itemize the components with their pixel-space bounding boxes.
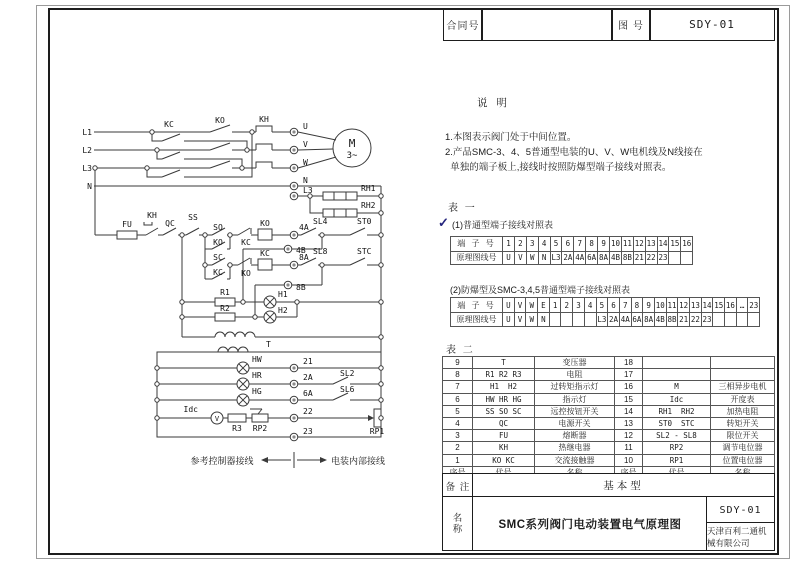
table-cell: 变压器 xyxy=(535,357,615,369)
table-cell: 4B xyxy=(655,312,667,327)
table-cell: 15 xyxy=(713,298,725,313)
table-cell: 14 xyxy=(658,237,670,252)
table-cell: QC xyxy=(473,418,535,430)
table-cell: 21 xyxy=(634,251,646,266)
table-cell: E xyxy=(538,298,550,313)
circuit-label: ST0 xyxy=(357,217,372,226)
table-cell: 6 xyxy=(608,298,620,313)
table-cell: 16 xyxy=(725,298,737,313)
drawing-no-label: 图 号 xyxy=(611,8,651,41)
table-cell: 13 xyxy=(615,418,643,430)
terminal-center xyxy=(292,184,295,187)
circuit-label: SS xyxy=(188,213,198,222)
table-cell: 13 xyxy=(646,237,658,252)
table1-sub2-title: (2)防爆型及SMC-3,4,5普通型端子接线对照表 xyxy=(450,285,631,295)
wire-row-header: 原理图线号 xyxy=(451,312,503,327)
table-cell: 23 xyxy=(658,251,670,266)
table-cell: 7 xyxy=(620,298,632,313)
remark-value: 基本型 xyxy=(472,473,775,498)
table-cell: 9 xyxy=(598,237,610,252)
terminal-row-header: 端 子 号 xyxy=(451,237,503,252)
circuit-label: KO xyxy=(241,269,251,278)
table-cell: L3 xyxy=(597,312,609,327)
terminal-center xyxy=(292,382,295,385)
table-cell: SL2 - SL8 xyxy=(643,430,711,442)
table-cell: 14 xyxy=(702,298,714,313)
terminal-center xyxy=(292,416,295,419)
terminal-center xyxy=(292,398,295,401)
table-cell: 位置电位器 xyxy=(711,455,775,467)
table-cell: 9 xyxy=(443,357,473,369)
table-cell: 16 xyxy=(681,237,693,252)
table-cell: 1 xyxy=(503,237,515,252)
circuit-label: 4A xyxy=(299,223,309,232)
table-cell: 14 xyxy=(615,406,643,418)
table-cell: 4 xyxy=(443,418,473,430)
table-cell: 7 xyxy=(443,381,473,393)
table-cell: 3 xyxy=(573,298,585,313)
table-cell: 转矩开关 xyxy=(711,418,775,430)
circuit-label: KH xyxy=(147,211,157,220)
company-name: 天津百利二通机械有限公司 xyxy=(706,522,775,551)
table-cell xyxy=(561,312,573,327)
table-cell: 10 xyxy=(610,237,622,252)
circuit-label: QC xyxy=(165,219,175,228)
table-cell: U xyxy=(503,298,515,313)
remark-label: 备 注 xyxy=(442,473,474,498)
table-cell: HW HR HG xyxy=(473,394,535,406)
component-table xyxy=(442,356,775,479)
terminal-row-header: 端 子 号 xyxy=(451,298,503,313)
table-cell: 熔断器 xyxy=(535,430,615,442)
circuit-label: HW xyxy=(252,355,262,364)
wire-row-header: 原理图线号 xyxy=(451,251,503,266)
note-line-3: 单独的端子板上,接线时按照防爆型端子接线对照表。 xyxy=(445,162,672,173)
table-cell: 22 xyxy=(690,312,702,327)
table-cell: V xyxy=(515,251,527,266)
table-cell: 2 xyxy=(443,442,473,454)
terminal-center xyxy=(292,130,295,133)
circuit-label: KC xyxy=(213,268,223,277)
table-cell: … xyxy=(737,298,749,313)
table-cell: 三相异步电机 xyxy=(711,381,775,393)
table-cell: 6A xyxy=(632,312,644,327)
table-cell: 3 xyxy=(443,430,473,442)
table-cell xyxy=(643,369,711,381)
table-cell: 限位开关 xyxy=(711,430,775,442)
table-cell: 4B xyxy=(610,251,622,266)
table-cell: 8B xyxy=(622,251,634,266)
terminal-center xyxy=(292,233,295,236)
circuit-label: V xyxy=(303,140,308,149)
table-cell: 10 xyxy=(655,298,667,313)
circuit-label: M xyxy=(348,137,356,150)
table-cell: SS SO SC xyxy=(473,406,535,418)
circuit-label: R1 xyxy=(220,288,230,297)
circuit-label: KC xyxy=(164,120,174,129)
note-line-1: 1.本图表示阀门处于中间位置。 xyxy=(445,132,577,143)
table-cell: M xyxy=(643,381,711,393)
circuit-label: SL2 xyxy=(340,369,355,378)
table1-sub2-wire-row xyxy=(450,312,760,327)
circuit-label: SL8 xyxy=(313,247,328,256)
circuit-label: 21 xyxy=(303,357,313,366)
circuit-label: V xyxy=(214,415,220,423)
circuit-label: L1 xyxy=(82,128,92,137)
circuit-label: STC xyxy=(357,247,372,256)
circuit-label: SL4 xyxy=(313,217,328,226)
table-cell: 10 xyxy=(615,455,643,467)
table-cell: 12 xyxy=(678,298,690,313)
terminal-center xyxy=(286,283,289,286)
table-cell xyxy=(573,312,585,327)
table-cell: 8A xyxy=(598,251,610,266)
table2-title: 表 二 xyxy=(446,345,475,356)
table-cell: 15 xyxy=(669,237,681,252)
table-cell: V xyxy=(515,298,527,313)
table-cell: 5 xyxy=(597,298,609,313)
circuit-label: RP2 xyxy=(252,424,268,433)
table-cell: 6A xyxy=(586,251,598,266)
table-cell: 电源开关 xyxy=(535,418,615,430)
terminal-center xyxy=(292,194,295,197)
table-cell: W xyxy=(526,312,538,327)
circuit-label: 4B xyxy=(296,246,306,255)
table-cell xyxy=(550,312,562,327)
circuit-label: KO xyxy=(213,238,223,247)
table-cell: R1 R2 R3 xyxy=(473,369,535,381)
drawing-no-value: SDY-01 xyxy=(649,8,775,41)
table-cell: ST0 STC xyxy=(643,418,711,430)
table-cell: KH xyxy=(473,442,535,454)
table-cell: 15 xyxy=(615,394,643,406)
table-cell xyxy=(713,312,725,327)
circuit-label: KO xyxy=(260,219,270,228)
circuit-label: FU xyxy=(122,220,132,229)
table-cell: 8 xyxy=(443,369,473,381)
circuit-label: L2 xyxy=(82,146,92,155)
circuit-label: KH xyxy=(259,115,269,124)
table-cell: KO KC xyxy=(473,455,535,467)
circuit-label: W xyxy=(303,158,308,167)
table-cell: RH1 RH2 xyxy=(643,406,711,418)
table1-sub1-terminal-row xyxy=(450,236,693,252)
table-cell: 电阻 xyxy=(535,369,615,381)
circuit-label: HR xyxy=(252,371,262,380)
table-cell: 11 xyxy=(615,442,643,454)
table1-title: 表 一 xyxy=(448,203,477,214)
terminal-center xyxy=(292,166,295,169)
table-cell: U xyxy=(503,251,515,266)
circuit-label: U xyxy=(303,122,308,131)
terminal-center xyxy=(292,148,295,151)
drawing-name: SMC系列阀门电动装置电气原理图 xyxy=(472,496,708,551)
table-cell: W xyxy=(527,251,539,266)
circuit-label: 23 xyxy=(303,427,313,436)
table-cell: 加热电阻 xyxy=(711,406,775,418)
circuit-labels xyxy=(82,115,384,436)
legend-left: 参考控制器接线 xyxy=(190,456,254,466)
table1-sub1-title: (1)普通型端子接线对照表 xyxy=(452,220,554,230)
table-cell: 16 xyxy=(615,381,643,393)
table-cell: 8B xyxy=(667,312,679,327)
table1-sub1-wire-row xyxy=(450,251,693,266)
terminal-center xyxy=(292,435,295,438)
table-cell: RP2 xyxy=(643,442,711,454)
table-cell: 交流接触器 xyxy=(535,455,615,467)
table-cell: 1 xyxy=(443,455,473,467)
terminal-center xyxy=(286,247,289,250)
circuit-label: HG xyxy=(252,387,262,396)
table-cell xyxy=(711,357,775,369)
legend-right: 电装内部接线 xyxy=(330,456,386,466)
table-cell: 4 xyxy=(539,237,551,252)
circuit-label: KO xyxy=(215,116,225,125)
circuit-label: KC xyxy=(260,249,270,258)
table-cell: L3 xyxy=(551,251,563,266)
circuit-label: KC xyxy=(241,238,251,247)
circuit-label: N xyxy=(87,182,92,191)
table-cell: 8 xyxy=(586,237,598,252)
table-cell: 18 xyxy=(615,357,643,369)
circuit-wires xyxy=(94,125,381,468)
title-drawing-no: SDY-01 xyxy=(706,496,775,524)
check-mark: ✓ xyxy=(438,215,449,230)
table-cell: 2A xyxy=(562,251,574,266)
table-cell: Idc xyxy=(643,394,711,406)
circuit-label: T xyxy=(266,340,271,349)
table-cell xyxy=(643,357,711,369)
circuit-label: 22 xyxy=(303,407,313,416)
table1-sub2-terminal-row xyxy=(450,297,760,313)
table-cell: 23 xyxy=(748,298,760,313)
table-cell: 12 xyxy=(634,237,646,252)
circuit-label: H1 xyxy=(278,290,288,299)
table-cell: 4A xyxy=(620,312,632,327)
contract-no-value xyxy=(481,8,613,41)
table-cell xyxy=(737,312,749,327)
table-cell: 12 xyxy=(615,430,643,442)
table-cell: 4A xyxy=(574,251,586,266)
notes-title: 说 明 xyxy=(477,97,510,109)
table-cell: 4 xyxy=(585,298,597,313)
circuit-label: R2 xyxy=(220,304,230,313)
circuit-label: L3 xyxy=(303,186,313,195)
name-label: 名 称 xyxy=(442,496,474,551)
table-cell: 3 xyxy=(527,237,539,252)
circuit-label: SL6 xyxy=(340,385,355,394)
circuit-label: 6A xyxy=(303,389,313,398)
table-cell: 17 xyxy=(615,369,643,381)
table-cell: W xyxy=(526,298,538,313)
table-cell xyxy=(711,369,775,381)
table-cell: 7 xyxy=(574,237,586,252)
table-cell xyxy=(725,312,737,327)
circuit-diagram xyxy=(55,85,455,485)
table-cell: 8 xyxy=(632,298,644,313)
circuit-label: 8B xyxy=(296,283,306,292)
terminal-center xyxy=(292,366,295,369)
table-cell: 9 xyxy=(643,298,655,313)
table-cell: 过转矩指示灯 xyxy=(535,381,615,393)
circuit-label: 8A xyxy=(299,253,309,262)
table-cell: 开度表 xyxy=(711,394,775,406)
table-cell xyxy=(681,251,693,266)
table-cell: 22 xyxy=(646,251,658,266)
terminal-center xyxy=(292,263,295,266)
table-cell: T xyxy=(473,357,535,369)
table-cell: 11 xyxy=(622,237,634,252)
circuit-label: SC xyxy=(213,253,223,262)
circuit-label: R3 xyxy=(232,424,242,433)
table-cell: 热继电器 xyxy=(535,442,615,454)
table-cell: 21 xyxy=(678,312,690,327)
circuit-label: RH1 xyxy=(361,184,376,193)
table-cell: RP1 xyxy=(643,455,711,467)
table-cell: 2 xyxy=(515,237,527,252)
table-cell: U xyxy=(503,312,515,327)
table-cell: 指示灯 xyxy=(535,394,615,406)
circuit-label: H2 xyxy=(278,306,288,315)
table-cell: 调节电位器 xyxy=(711,442,775,454)
table-cell: 11 xyxy=(667,298,679,313)
table-cell: 13 xyxy=(690,298,702,313)
table-cell: 8A xyxy=(643,312,655,327)
circuit-label: 3~ xyxy=(346,151,358,161)
table-cell: H1 H2 xyxy=(473,381,535,393)
table-cell: V xyxy=(515,312,527,327)
note-line-2: 2.产品SMC-3、4、5普通型电装的U、V、W电机线及N线接在 xyxy=(445,147,703,158)
table-cell: N xyxy=(539,251,551,266)
table-cell: 6 xyxy=(443,394,473,406)
circuit-label: N xyxy=(303,176,308,185)
table-cell: N xyxy=(538,312,550,327)
table-cell: 23 xyxy=(702,312,714,327)
table-cell: 5 xyxy=(443,406,473,418)
circuit-label: RH2 xyxy=(361,201,376,210)
table-cell xyxy=(669,251,681,266)
table-cell: 远控按钮开关 xyxy=(535,406,615,418)
circuit-label: RP1 xyxy=(369,427,385,436)
table-cell: 2 xyxy=(561,298,573,313)
contract-no-label: 合同号 xyxy=(443,8,483,41)
circuit-label: L3 xyxy=(82,164,92,173)
circuit-label: Idc xyxy=(183,405,198,414)
table-cell xyxy=(585,312,597,327)
circuit-label: SO xyxy=(213,223,223,232)
table-cell: 2A xyxy=(608,312,620,327)
table-cell: 5 xyxy=(551,237,563,252)
table-cell: FU xyxy=(473,430,535,442)
circuit-label: 2A xyxy=(303,373,313,382)
table-cell xyxy=(748,312,760,327)
table-cell: 6 xyxy=(562,237,574,252)
table-cell: 1 xyxy=(550,298,562,313)
